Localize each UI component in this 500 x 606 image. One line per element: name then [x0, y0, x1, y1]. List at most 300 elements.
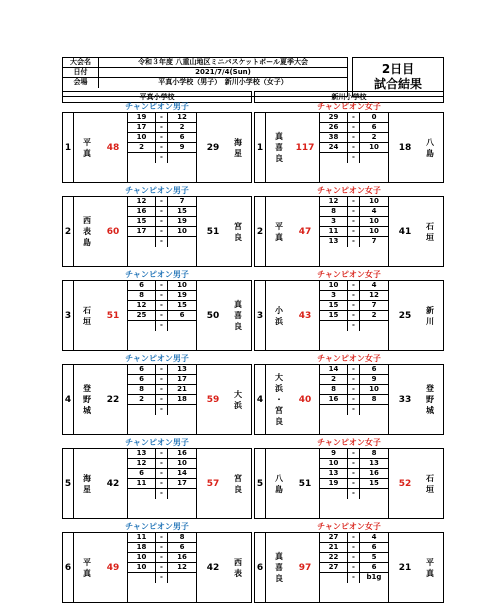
- quarter-dash: -: [348, 543, 360, 552]
- quarter-row: [128, 385, 196, 395]
- quarter-dash: -: [348, 133, 360, 142]
- quarter-row: [320, 281, 388, 291]
- quarter-dash: -: [156, 543, 168, 552]
- quarter-score-right: [168, 321, 196, 331]
- quarter-score-right: 4: [371, 207, 377, 215]
- quarter-row: [128, 563, 196, 573]
- team-left: [76, 281, 98, 350]
- quarter-score-left: 38: [320, 133, 348, 142]
- game-card: [62, 522, 252, 603]
- score-left: 97: [298, 562, 312, 573]
- game-box: [62, 280, 252, 351]
- quarter-dash: -: [348, 553, 360, 562]
- girls-games: [254, 102, 444, 606]
- team-name-vertical: 平 真: [83, 557, 91, 578]
- quarter-scores: [127, 449, 197, 518]
- game-card: [254, 522, 444, 603]
- quarter-dash: -: [156, 385, 168, 394]
- quarter-score-right: 5: [371, 553, 377, 561]
- team-right: [227, 197, 249, 266]
- quarter-score-left: 22: [320, 553, 348, 562]
- quarter-row: [320, 479, 388, 489]
- quarter-row: [320, 385, 388, 395]
- game-card: [254, 102, 444, 183]
- quarter-score-right: 15: [177, 207, 187, 215]
- team-left: [76, 365, 98, 434]
- quarter-score-left: 6: [128, 365, 156, 374]
- quarter-dash: -: [348, 281, 360, 290]
- game-box: [254, 532, 444, 603]
- quarter-row: [128, 123, 196, 133]
- game-box: [62, 448, 252, 519]
- quarter-score-left: [320, 405, 348, 415]
- quarter-row: [128, 321, 196, 331]
- team-name-vertical: 石 垣: [426, 473, 434, 494]
- game-card: [254, 186, 444, 267]
- quarter-score-right: 6: [371, 365, 377, 373]
- team-right: [419, 533, 441, 602]
- quarter-score-left: 21: [320, 543, 348, 552]
- quarter-score-right: 10: [369, 385, 379, 393]
- quarter-score-right: 10: [369, 217, 379, 225]
- team-name-vertical: 八 島: [275, 473, 283, 494]
- quarter-score-right: [360, 321, 388, 331]
- quarter-dash: -: [156, 237, 168, 247]
- quarter-score-right: 7: [371, 301, 377, 309]
- quarter-score-right: 0: [371, 113, 377, 121]
- quarter-row: [320, 395, 388, 405]
- quarter-dash: -: [156, 217, 168, 226]
- quarter-score-left: 19: [128, 113, 156, 122]
- quarter-row: [320, 553, 388, 563]
- quarter-score-right: 21: [177, 385, 187, 393]
- quarter-row: [320, 405, 388, 415]
- quarter-score-right: [168, 153, 196, 163]
- game-number: 4: [63, 365, 74, 434]
- quarter-dash: -: [348, 207, 360, 216]
- quarter-score-right: 8: [179, 533, 185, 541]
- quarter-score-left: 6: [128, 469, 156, 478]
- score-left: 60: [106, 226, 120, 237]
- quarter-dash: -: [348, 489, 360, 499]
- team-right: [419, 113, 441, 182]
- quarter-scores: [319, 533, 389, 602]
- team-right: [227, 113, 249, 182]
- score-right: 42: [206, 562, 220, 573]
- quarter-score-left: 16: [320, 395, 348, 404]
- score-left: 51: [106, 310, 120, 321]
- score-right: 50: [206, 310, 220, 321]
- quarter-dash: -: [156, 143, 168, 152]
- score-right: 25: [398, 310, 412, 321]
- game-card: [62, 102, 252, 183]
- quarter-score-left: 13: [320, 469, 348, 478]
- game-card: [254, 438, 444, 519]
- quarter-dash: -: [348, 479, 360, 488]
- quarter-score-left: 24: [320, 143, 348, 152]
- quarter-score-left: [128, 237, 156, 247]
- quarter-row: [320, 469, 388, 479]
- quarter-dash: -: [348, 365, 360, 374]
- quarter-score-left: 13: [128, 449, 156, 458]
- quarter-row: [128, 143, 196, 153]
- quarter-score-right: [168, 237, 196, 247]
- score-right: 52: [398, 478, 412, 489]
- quarter-row: [320, 459, 388, 469]
- team-name-vertical: 海 星: [83, 473, 91, 494]
- quarter-score-right: 10: [369, 143, 379, 151]
- quarter-score-left: 12: [320, 197, 348, 206]
- quarter-score-left: 27: [320, 563, 348, 572]
- quarter-dash: -: [348, 143, 360, 152]
- quarter-row: [320, 321, 388, 331]
- quarter-score-right: 8: [371, 449, 377, 457]
- quarter-dash: -: [348, 459, 360, 468]
- event-date: 2021/7/4(Sun): [195, 68, 251, 76]
- team-name-vertical: 石 垣: [83, 305, 91, 326]
- team-left: [268, 197, 290, 266]
- quarter-score-right: 18: [177, 395, 187, 403]
- quarter-dash: -: [156, 553, 168, 562]
- score-right: 33: [398, 394, 412, 405]
- quarter-dash: -: [348, 153, 360, 163]
- game-number: 2: [63, 197, 74, 266]
- quarter-score-left: [128, 405, 156, 415]
- quarter-score-left: 15: [128, 217, 156, 226]
- game-title: チャンピオン男子: [125, 522, 189, 531]
- quarter-scores: [319, 365, 389, 434]
- quarter-score-left: 17: [128, 227, 156, 236]
- game-title: チャンピオン女子: [317, 186, 381, 195]
- quarter-row: [320, 207, 388, 217]
- team-left: [76, 113, 98, 182]
- game-title: チャンピオン男子: [125, 438, 189, 447]
- quarter-row: [320, 489, 388, 499]
- quarter-score-right: [168, 489, 196, 499]
- quarter-dash: -: [156, 153, 168, 163]
- quarter-score-left: 10: [128, 133, 156, 142]
- team-right: [419, 281, 441, 350]
- results-sheet: [62, 57, 444, 583]
- team-right: [419, 197, 441, 266]
- quarter-score-right: 9: [179, 143, 185, 151]
- game-card: [62, 270, 252, 351]
- quarter-dash: -: [156, 311, 168, 320]
- team-name-vertical: 真 喜 良: [275, 552, 283, 583]
- team-name-vertical: 小 浜: [275, 305, 283, 326]
- score-right: 29: [206, 142, 220, 153]
- quarter-dash: -: [348, 311, 360, 320]
- quarter-row: [320, 123, 388, 133]
- quarter-score-right: 12: [369, 291, 379, 299]
- quarter-score-left: 3: [320, 291, 348, 300]
- quarter-scores: [319, 449, 389, 518]
- quarter-row: [128, 375, 196, 385]
- game-number: 1: [63, 113, 74, 182]
- quarter-score-right: 6: [179, 133, 185, 141]
- quarter-row: [320, 291, 388, 301]
- quarter-dash: -: [348, 301, 360, 310]
- team-name-vertical: 大 浜 ・ 宮 良: [275, 373, 283, 426]
- score-left: 40: [298, 394, 312, 405]
- team-name-vertical: 登 野 城: [426, 384, 434, 415]
- quarter-scores: [319, 113, 389, 182]
- quarter-row: [128, 405, 196, 415]
- quarter-dash: -: [348, 217, 360, 226]
- team-name-vertical: 平 真: [275, 221, 283, 242]
- quarter-row: [128, 227, 196, 237]
- quarter-dash: -: [348, 449, 360, 458]
- quarter-row: [128, 553, 196, 563]
- quarter-score-right: 10: [177, 459, 187, 467]
- game-card: [62, 354, 252, 435]
- quarter-score-left: [128, 573, 156, 583]
- quarter-score-right: 16: [369, 469, 379, 477]
- quarter-score-left: 25: [128, 311, 156, 320]
- quarter-scores: [127, 533, 197, 602]
- quarter-dash: -: [348, 573, 360, 583]
- team-name-vertical: 八 島: [426, 137, 434, 158]
- quarter-row: [128, 281, 196, 291]
- quarter-row: [128, 291, 196, 301]
- quarter-dash: -: [156, 301, 168, 310]
- quarter-dash: -: [156, 459, 168, 468]
- day-label: 2日目: [381, 62, 415, 76]
- quarter-row: [128, 197, 196, 207]
- quarter-dash: -: [156, 449, 168, 458]
- quarter-score-right: 16: [177, 553, 187, 561]
- date-label: 日付: [63, 68, 99, 77]
- quarter-dash: -: [156, 123, 168, 132]
- team-name-vertical: 登 野 城: [83, 384, 91, 415]
- quarter-score-right: 15: [177, 301, 187, 309]
- game-number: 4: [255, 365, 266, 434]
- team-left: [268, 533, 290, 602]
- score-left: 48: [106, 142, 120, 153]
- quarter-dash: -: [348, 405, 360, 415]
- game-number: 3: [255, 281, 266, 350]
- score-left: 43: [298, 310, 312, 321]
- quarter-score-left: 18: [128, 543, 156, 552]
- game-box: [254, 280, 444, 351]
- quarter-dash: -: [156, 281, 168, 290]
- game-card: [254, 354, 444, 435]
- event-name: 令和３年度 八重山地区ミニバスケットボール夏季大会: [138, 58, 308, 66]
- quarter-score-right: 10: [369, 227, 379, 235]
- quarter-row: [128, 479, 196, 489]
- quarter-row: [128, 533, 196, 543]
- quarter-dash: -: [348, 469, 360, 478]
- quarter-score-right: 19: [177, 291, 187, 299]
- quarter-score-left: 10: [320, 459, 348, 468]
- quarter-row: [320, 301, 388, 311]
- quarter-dash: -: [156, 227, 168, 236]
- game-number: 1: [255, 113, 266, 182]
- quarter-score-left: 2: [320, 375, 348, 384]
- quarter-row: [320, 153, 388, 163]
- quarter-row: [320, 227, 388, 237]
- game-box: [62, 112, 252, 183]
- quarter-score-left: 2: [128, 395, 156, 404]
- team-name-vertical: 真 喜 良: [275, 132, 283, 163]
- quarter-dash: -: [348, 385, 360, 394]
- game-title: チャンピオン男子: [125, 270, 189, 279]
- quarter-row: [320, 533, 388, 543]
- quarter-row: [320, 573, 388, 583]
- quarter-score-right: 10: [177, 281, 187, 289]
- team-left: [268, 113, 290, 182]
- team-name-vertical: 大 浜: [234, 389, 242, 410]
- quarter-row: [128, 469, 196, 479]
- score-right: 51: [206, 226, 220, 237]
- quarter-score-left: 2: [128, 143, 156, 152]
- quarter-score-right: 7: [371, 237, 377, 245]
- game-title: チャンピオン女子: [317, 522, 381, 531]
- quarter-score-left: 6: [128, 281, 156, 290]
- quarter-row: [128, 311, 196, 321]
- quarter-score-left: 10: [128, 563, 156, 572]
- event-venue: 平真小学校（男子） 新川小学校（女子）: [158, 78, 288, 86]
- quarter-score-right: 6: [179, 311, 185, 319]
- quarter-score-left: 15: [320, 311, 348, 320]
- quarter-dash: -: [156, 405, 168, 415]
- team-right: [227, 365, 249, 434]
- quarter-score-right: 4: [371, 281, 377, 289]
- quarter-score-right: 17: [177, 375, 187, 383]
- team-right: [227, 533, 249, 602]
- quarter-row: [128, 573, 196, 583]
- quarter-score-left: 8: [320, 207, 348, 216]
- quarter-score-right: 13: [369, 459, 379, 467]
- quarter-dash: -: [156, 365, 168, 374]
- game-title: チャンピオン女子: [317, 354, 381, 363]
- game-number: 6: [63, 533, 74, 602]
- quarter-score-left: [128, 321, 156, 331]
- quarter-dash: -: [348, 375, 360, 384]
- quarter-row: [128, 217, 196, 227]
- quarter-dash: -: [348, 123, 360, 132]
- game-box: [254, 364, 444, 435]
- quarter-score-left: [320, 153, 348, 163]
- team-name-vertical: 宮 良: [234, 221, 242, 242]
- team-name-vertical: 新 川: [426, 305, 434, 326]
- quarter-score-left: [128, 489, 156, 499]
- team-name-vertical: 宮 良: [234, 473, 242, 494]
- quarter-score-left: 26: [320, 123, 348, 132]
- game-box: [62, 196, 252, 267]
- team-right: [419, 365, 441, 434]
- quarter-dash: -: [348, 533, 360, 542]
- score-left: 117: [295, 142, 315, 153]
- quarter-score-right: 8: [371, 395, 377, 403]
- quarter-score-right: [360, 153, 388, 163]
- game-number: 3: [63, 281, 74, 350]
- score-left: 47: [298, 226, 312, 237]
- team-left: [268, 281, 290, 350]
- quarter-score-left: 8: [320, 385, 348, 394]
- quarter-dash: -: [348, 113, 360, 122]
- quarter-scores: [127, 197, 197, 266]
- quarter-score-right: 17: [177, 479, 187, 487]
- quarter-score-right: 19: [177, 217, 187, 225]
- event-label: 大会名: [63, 58, 99, 67]
- quarter-score-right: 12: [177, 563, 187, 571]
- game-box: [254, 112, 444, 183]
- team-name-vertical: 真 喜 良: [234, 300, 242, 331]
- quarter-score-left: 9: [320, 449, 348, 458]
- game-number: 5: [63, 449, 74, 518]
- quarter-row: [128, 365, 196, 375]
- quarter-dash: -: [348, 227, 360, 236]
- quarter-dash: -: [156, 489, 168, 499]
- game-box: [62, 532, 252, 603]
- quarter-score-right: 14: [177, 469, 187, 477]
- team-name-vertical: 海 星: [234, 137, 242, 158]
- quarter-dash: -: [156, 207, 168, 216]
- quarter-dash: -: [156, 563, 168, 572]
- results-title: 試合結果: [373, 77, 422, 91]
- quarter-score-right: 10: [369, 197, 379, 205]
- quarter-scores: [319, 197, 389, 266]
- score-left: 22: [106, 394, 120, 405]
- score-right: 18: [398, 142, 412, 153]
- quarter-score-left: 12: [128, 197, 156, 206]
- quarter-score-right: 12: [177, 113, 187, 121]
- quarter-score-right: 16: [177, 449, 187, 457]
- game-number: 5: [255, 449, 266, 518]
- quarter-score-right: [168, 573, 196, 583]
- quarter-score-left: [320, 489, 348, 499]
- quarter-score-left: 12: [128, 301, 156, 310]
- quarter-row: [128, 543, 196, 553]
- quarter-row: [320, 375, 388, 385]
- quarter-row: [320, 113, 388, 123]
- quarter-dash: -: [348, 395, 360, 404]
- quarter-score-left: 13: [320, 237, 348, 247]
- game-title: チャンピオン男子: [125, 186, 189, 195]
- quarter-score-right: 13: [177, 365, 187, 373]
- game-title: チャンピオン男子: [125, 354, 189, 363]
- score-left: 42: [106, 478, 120, 489]
- quarter-score-left: 14: [320, 365, 348, 374]
- quarter-row: [128, 113, 196, 123]
- venue-label: 会場: [63, 78, 99, 88]
- quarter-score-left: 16: [128, 207, 156, 216]
- quarter-score-left: 27: [320, 533, 348, 542]
- quarter-row: [320, 143, 388, 153]
- quarter-row: [320, 449, 388, 459]
- quarter-score-left: 3: [320, 217, 348, 226]
- game-box: [254, 448, 444, 519]
- quarter-dash: -: [348, 321, 360, 331]
- quarter-score-left: 8: [128, 291, 156, 300]
- quarter-score-left: 17: [128, 123, 156, 132]
- quarter-dash: -: [156, 533, 168, 542]
- quarter-score-left: 15: [320, 301, 348, 310]
- quarter-score-right: 7: [179, 197, 185, 205]
- quarter-dash: -: [156, 479, 168, 488]
- quarter-row: [320, 133, 388, 143]
- game-card: [62, 438, 252, 519]
- quarter-score-right: 6: [371, 563, 377, 571]
- quarter-score-left: 10: [128, 553, 156, 562]
- team-name-vertical: 石 垣: [426, 221, 434, 242]
- game-title: チャンピオン女子: [317, 438, 381, 447]
- quarter-score-right: 10: [177, 227, 187, 235]
- quarter-row: [320, 311, 388, 321]
- quarter-row: [128, 395, 196, 405]
- quarter-row: [320, 543, 388, 553]
